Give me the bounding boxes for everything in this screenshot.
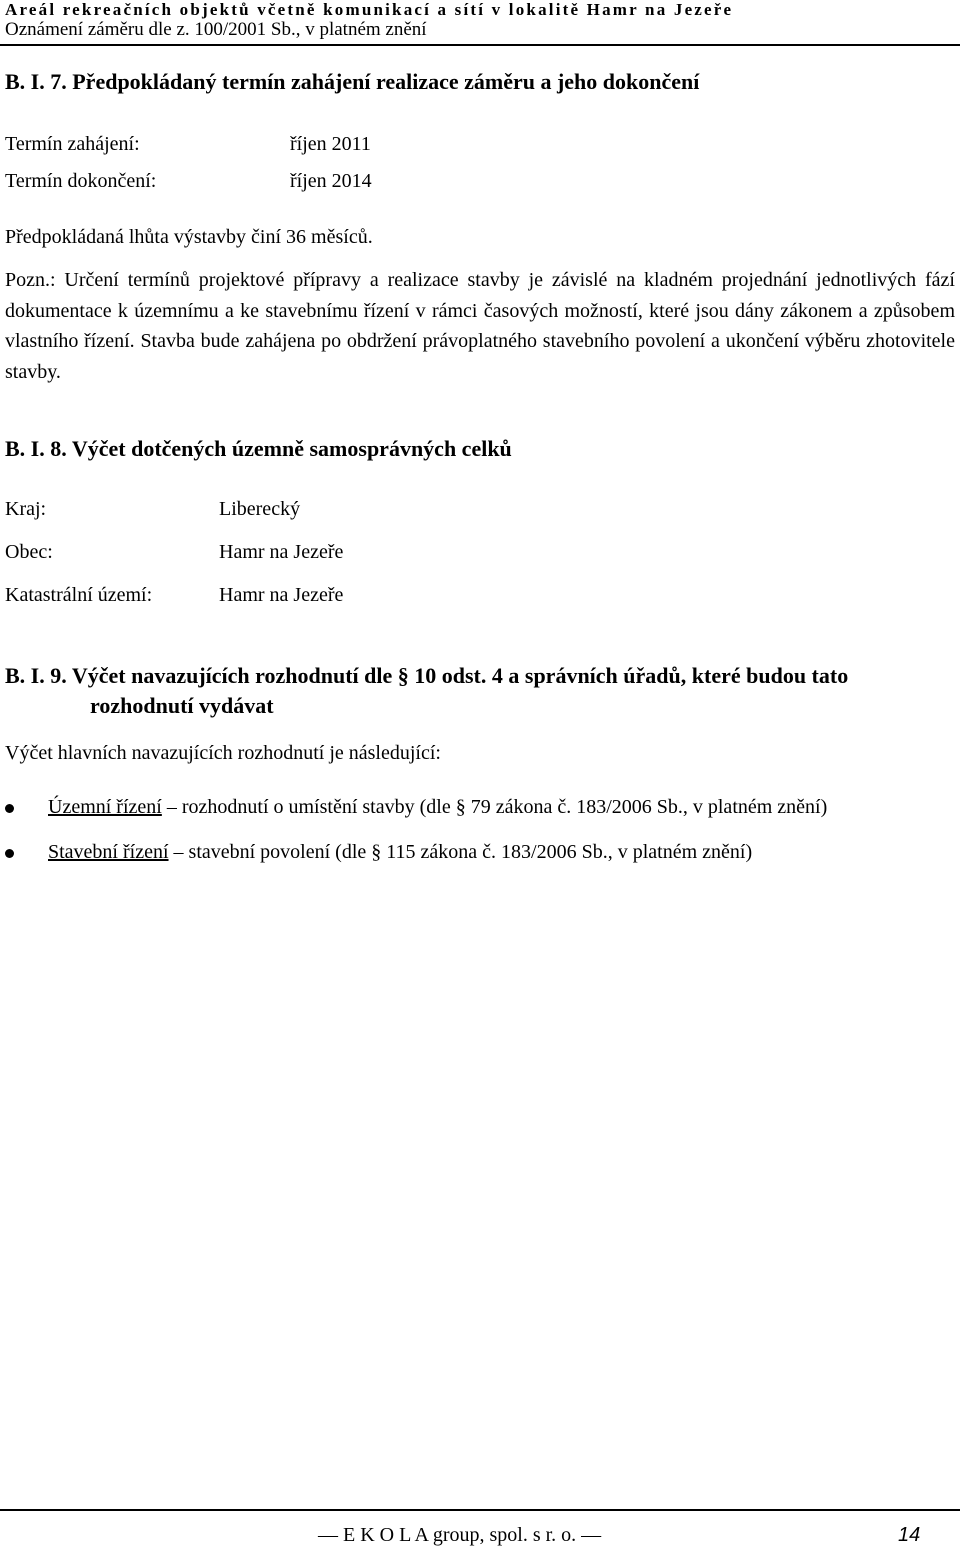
region-label: Kraj:	[5, 498, 47, 520]
list-item-text: – rozhodnutí o umístění stavby (dle § 79 zákona č. 183/2006 Sb., v platném znění)	[161, 796, 828, 818]
cadastral-area-value: Hamr na Jezeře	[219, 584, 344, 606]
end-date-label: Termín dokončení:	[5, 170, 157, 192]
municipality-label: Obec:	[5, 541, 53, 563]
note-paragraph: Pozn.: Určení termínů projektové přípravy a realizace stavby je závislé na kladném projednání jednotlivých fází dokumentace k územnímu a ke stavebnímu řízení v rámci časových možností, které jsou dány zákonem a způsobem vlastního řízení. Stavba bude zahájena po obdržení právoplatného stavebního povolení a ukončení výběru zhotovitele stavby.	[5, 269, 955, 384]
list-item-term: Územní řízení	[48, 796, 162, 818]
section-9-heading-line-1: B. I. 9. Výčet navazujících rozhodnutí dle § 10 odst. 4 a správních úřadů, které budou tato	[5, 663, 849, 688]
start-date-label: Termín zahájení:	[5, 133, 140, 155]
header-divider	[0, 44, 960, 46]
section-9-heading-line-2: rozhodnutí vydávat	[90, 693, 274, 718]
footer-company: — E K O L A group, spol. s r. o. —	[318, 1524, 602, 1546]
page-number: 14	[898, 1524, 921, 1546]
decisions-intro: Výčet hlavních navazujících rozhodnutí je následující:	[5, 742, 441, 764]
region-value: Liberecký	[219, 498, 301, 520]
document-header-title: Areál rekreačních objektů včetně komunikací a sítí v lokalitě Hamr na Jezeře	[5, 0, 734, 19]
footer-divider	[0, 1509, 960, 1511]
list-item-text: – stavební povolení (dle § 115 zákona č. 183/2006 Sb., v platném znění)	[168, 841, 753, 863]
section-8-heading: B. I. 8. Výčet dotčených územně samosprávných celků	[5, 436, 512, 461]
construction-duration: Předpokládaná lhůta výstavby činí 36 měsíců.	[5, 226, 373, 248]
municipality-value: Hamr na Jezeře	[219, 541, 344, 563]
list-item-term: Stavební řízení	[48, 841, 169, 863]
start-date-value: říjen 2011	[290, 133, 371, 155]
document-header-subtitle: Oznámení záměru dle z. 100/2001 Sb., v platném znění	[5, 19, 427, 40]
bullet-icon	[5, 849, 14, 858]
cadastral-area-label: Katastrální území:	[5, 584, 153, 606]
bullet-icon	[5, 804, 14, 813]
section-7-heading: B. I. 7. Předpokládaný termín zahájení realizace záměru a jeho dokončení	[5, 69, 700, 94]
section-9-heading	[5, 661, 955, 721]
end-date-value: říjen 2014	[290, 170, 372, 192]
